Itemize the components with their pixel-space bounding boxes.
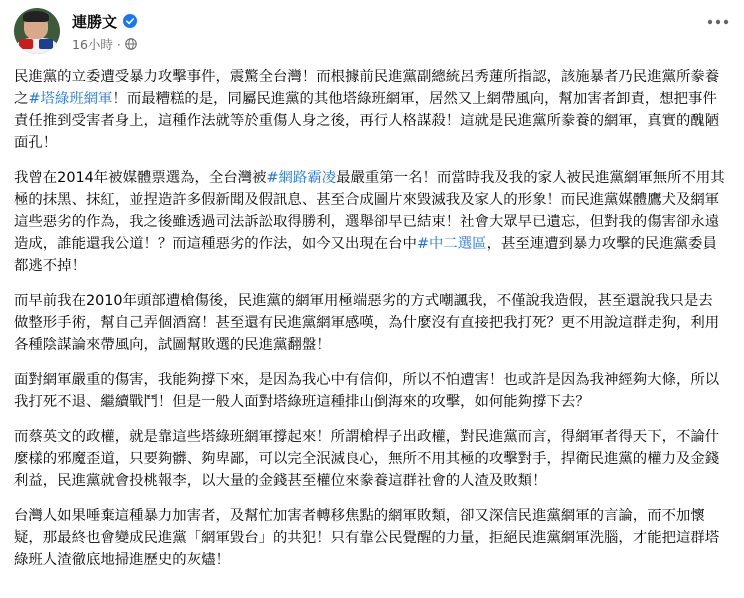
post-paragraph — [14, 167, 726, 277]
separator-dot: · — [116, 36, 121, 52]
paragraph-text: ！而最糟糕的是，同屬民進黨的其他塔綠班網軍，居然又上網帶風向，幫加害者卸責，想把事件責任推到受害者身上，這種作法就等於重傷人身之後，再行人格謀殺！這就是民進黨所豢養的網軍，真實的醜陋面孔！ — [14, 91, 720, 151]
post-body — [14, 66, 726, 584]
avatar-flag-red — [19, 39, 33, 49]
post-paragraph — [14, 290, 726, 356]
post-timestamp[interactable]: 16小時 — [72, 37, 113, 52]
post-header — [14, 8, 137, 58]
paragraph-text: 台灣人如果唾棄這種暴力加害者，及幫忙加害者轉移焦點的網軍敗類，卻又深信民進黨網軍的言論，而不加懷疑，那最終也會變成民進黨「網軍毀台」的共犯！只有靠公民覺醒的力量，拒絕民進黨網軍洗腦，才能把這群塔綠班人渣徹底地掃進歷史的灰燼！ — [14, 508, 720, 568]
paragraph-text: ，甚至連遭到暴力攻擊的民進黨委員都逃不掉！ — [14, 236, 717, 274]
post-paragraph — [14, 426, 726, 492]
verified-badge-icon — [123, 14, 137, 28]
post-paragraph — [14, 66, 726, 154]
avatar-hair — [23, 11, 49, 22]
hashtag-link[interactable]: #中二選區 — [416, 236, 487, 252]
more-options-icon[interactable] — [706, 16, 730, 28]
paragraph-text: 而蔡英文的政權，就是靠這些塔綠班網軍撐起來！所謂槍桿子出政權，對民進黨而言，得網軍者得天下，不論什麼樣的邪魔歪道，只要夠髒、夠卑鄙，可以完全泯滅良心，無所不用其極的攻擊對手，捍衛民進黨的權力及金錢利益，民進黨就會投桃報李，以大量的金錢甚至權位來豢養這群社會的人渣及敗類！ — [14, 429, 720, 489]
avatar-flag-blue — [39, 39, 53, 49]
hashtag-link[interactable]: #塔綠班網軍 — [28, 91, 113, 107]
author-name[interactable]: 連勝文 — [72, 12, 118, 31]
post-paragraph — [14, 505, 726, 571]
hashtag-link[interactable]: #網路霸凌 — [266, 170, 337, 186]
author-row — [72, 10, 137, 32]
globe-icon[interactable] — [125, 38, 137, 50]
paragraph-text: 民進黨的立委遭受暴力攻擊事件，震驚全台灣！而根據前民進黨副總統呂秀蓮所指認，該施暴者乃民進黨所豢養之 — [14, 69, 720, 107]
post-paragraph — [14, 369, 726, 413]
post-meta — [72, 10, 137, 54]
post-subline — [72, 34, 137, 54]
paragraph-text: 我曾在2014年被媒體票選為，全台灣被 — [14, 170, 267, 186]
paragraph-text: 而早前我在2010年頭部遭槍傷後，民進黨的網軍用極端惡劣的方式嘲諷我，不僅說我造假，甚至還說我只是去做整形手術，幫自己弄個酒窩！甚至還有民進黨網軍感嘆，為什麼沒有直接把我打死？更不用說這群走狗，利用各種陰謀論來帶風向，試圖幫敗選的民進黨翻盤！ — [14, 293, 720, 353]
avatar[interactable] — [14, 8, 60, 54]
paragraph-text: 面對網軍嚴重的傷害，我能夠撐下來，是因為我心中有信仰，所以不怕遭害！也或許是因為我神經夠大條，所以我打死不退、繼續戰鬥！但是一般人面對塔綠班這種排山倒海來的攻擊，如何能夠撐下去？ — [14, 372, 720, 410]
paragraph-text: 最嚴重第一名！而當時我及我的家人被民進黨網軍無所不用其極的抹黑、抹紅，並捏造許多假新聞及假訊息、甚至合成圖片來毀滅我及家人的形象！而民進黨媒體鷹犬及網軍這些惡劣的作為，我之後雖透過司法訴訟取得勝利，選舉卻早已結束！社會大眾早已遺忘，但對我的傷害卻永遠造成，誰能還我公道！？而這種惡劣的作法，如今又出現在台中 — [14, 170, 725, 252]
